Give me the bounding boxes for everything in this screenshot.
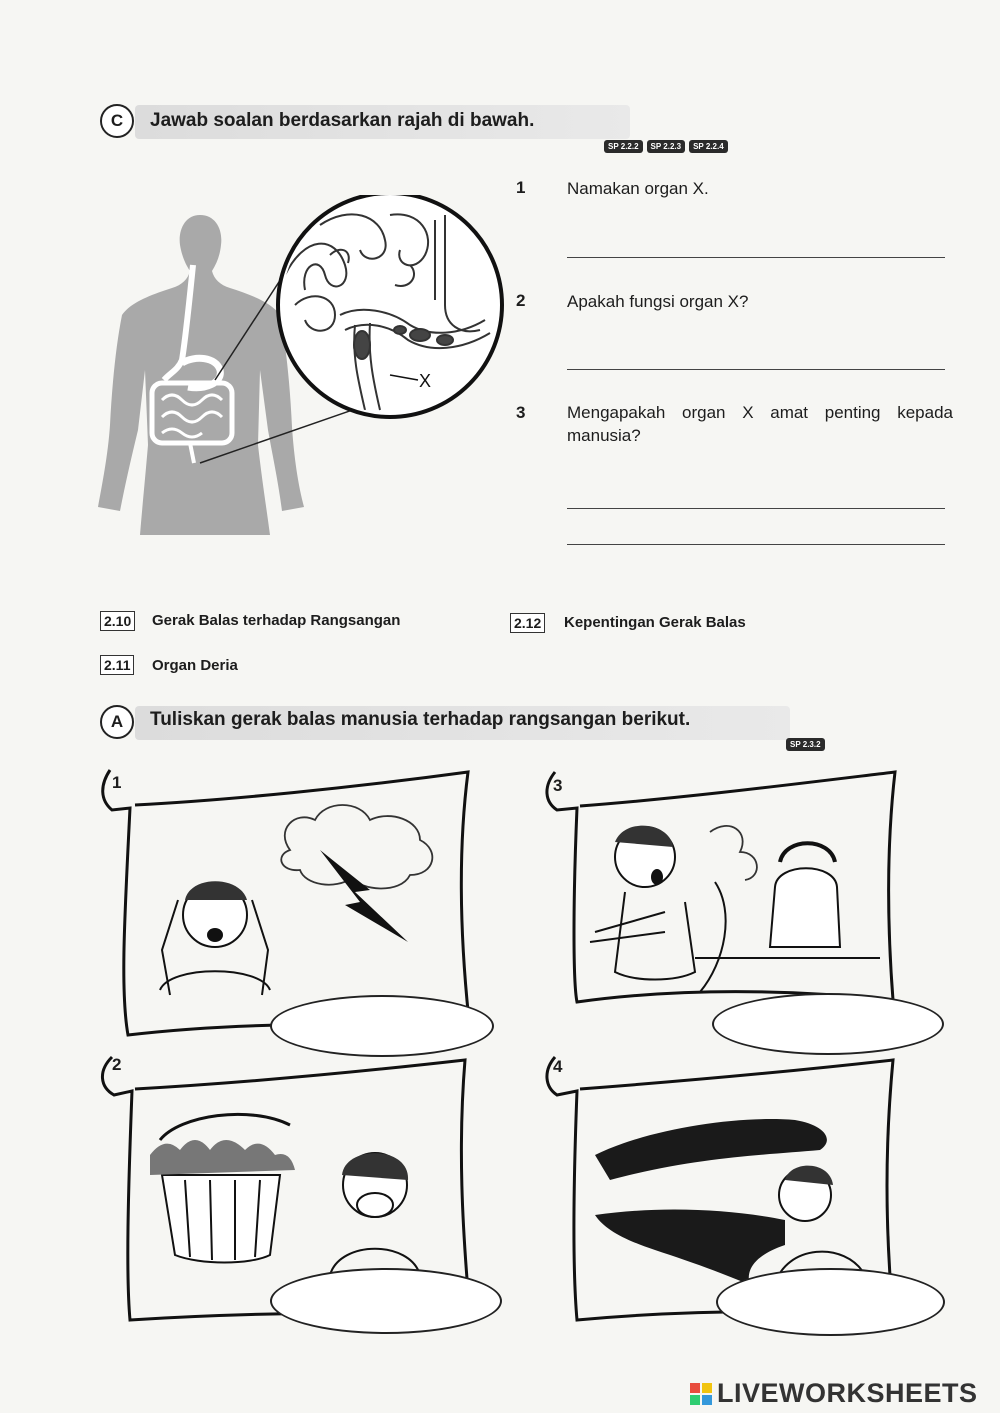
q1-text: Namakan organ X. — [567, 179, 709, 198]
q2-answer-line[interactable] — [567, 369, 945, 370]
topic-label: Gerak Balas terhadap Rangsangan — [152, 612, 401, 629]
label-x: X — [419, 371, 432, 391]
q1-number: 1 — [516, 178, 526, 197]
section-a-sp-tag — [782, 734, 825, 752]
section-c-title: Jawab soalan berdasarkan rajah di bawah. — [150, 110, 535, 131]
brand-text: LIVEWORKSHEETS — [717, 1378, 978, 1408]
sp-tag: SP 2.2.4 — [689, 140, 728, 153]
brand-logo — [690, 1378, 978, 1409]
card-4-answer-oval[interactable] — [716, 1268, 945, 1336]
card-1-number: 1 — [112, 773, 122, 792]
q3-number: 3 — [516, 403, 526, 422]
q3-answer-line-2[interactable] — [567, 544, 945, 545]
q3-answer-line-1[interactable] — [567, 508, 945, 509]
q2-text: Apakah fungsi organ X? — [567, 292, 749, 311]
topic-label: Organ Deria — [152, 657, 238, 674]
topic-number: 2.10 — [100, 611, 135, 631]
section-c-sp-tags — [600, 136, 728, 154]
sp-tag: SP 2.2.3 — [647, 140, 686, 153]
section-c-letter: C — [100, 104, 134, 138]
q3-text: Mengapakah organ X amat penting kepada manusia? — [567, 403, 953, 445]
q2-number: 2 — [516, 291, 526, 310]
sp-tag: SP 2.2.2 — [604, 140, 643, 153]
topic-number: 2.12 — [510, 613, 545, 633]
sp-tag: SP 2.3.2 — [786, 738, 825, 751]
q1-answer-line[interactable] — [567, 257, 945, 258]
digestive-system-figure — [90, 195, 510, 540]
section-a-title: Tuliskan gerak balas manusia terhadap rangsangan berikut. — [150, 709, 691, 730]
brand-logo-icon — [690, 1383, 712, 1405]
topic-label: Kepentingan Gerak Balas — [564, 614, 746, 631]
card-3-number: 3 — [553, 776, 563, 795]
section-a-letter: A — [100, 705, 134, 739]
card-4-number: 4 — [553, 1057, 563, 1076]
card-2-number: 2 — [112, 1055, 122, 1074]
topic-number: 2.11 — [100, 655, 134, 675]
card-2-answer-oval[interactable] — [270, 1268, 502, 1334]
